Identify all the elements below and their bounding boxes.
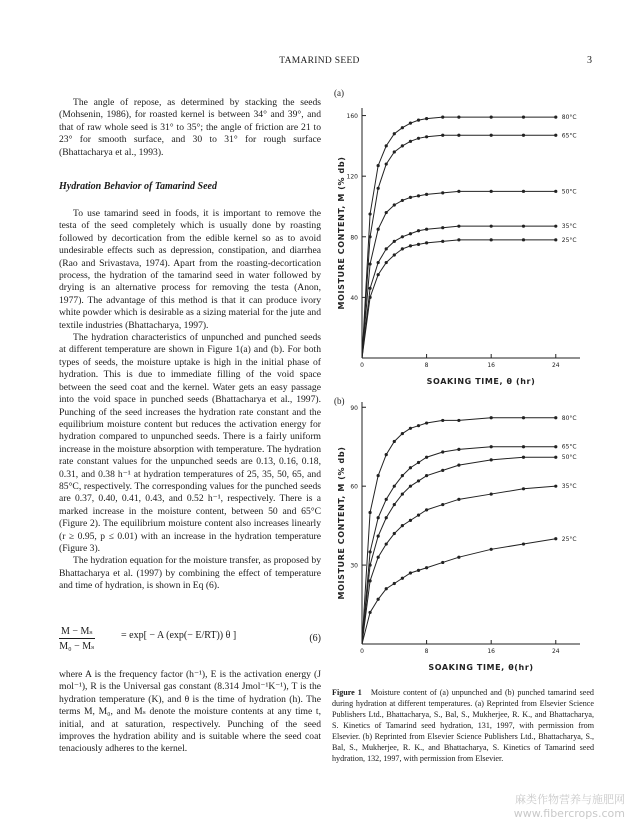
series-line xyxy=(362,226,556,358)
data-point xyxy=(393,582,396,585)
series-label: 35°C xyxy=(561,223,577,231)
data-point xyxy=(441,226,444,229)
y-axis-label: MOISTURE CONTENT, M (% db) xyxy=(337,156,346,310)
data-point xyxy=(554,115,557,118)
data-point xyxy=(401,432,404,435)
watermark-url: www.fibercrops.com xyxy=(513,807,625,820)
chart-panel-b xyxy=(332,396,612,686)
data-point xyxy=(409,466,412,469)
series-line xyxy=(362,240,556,358)
x-tick-label: 0 xyxy=(360,648,364,655)
section-heading: Hydration Behavior of Tamarind Seed xyxy=(59,181,217,192)
data-point xyxy=(409,232,412,235)
data-point xyxy=(441,134,444,137)
data-point xyxy=(490,190,493,193)
data-point xyxy=(522,190,525,193)
series-label: 50°C xyxy=(561,454,577,462)
x-tick-label: 16 xyxy=(487,648,496,655)
data-point xyxy=(393,203,396,206)
data-point xyxy=(457,134,460,137)
data-point xyxy=(457,190,460,193)
data-point xyxy=(377,535,380,538)
data-point xyxy=(385,144,388,147)
data-point xyxy=(401,492,404,495)
data-point xyxy=(417,229,420,232)
data-point xyxy=(393,440,396,443)
data-point xyxy=(522,238,525,241)
series-label: 65°C xyxy=(561,132,577,140)
data-point xyxy=(554,190,557,193)
data-point xyxy=(385,498,388,501)
data-point xyxy=(554,134,557,137)
running-header: TAMARIND SEED xyxy=(279,56,360,66)
data-point xyxy=(425,508,428,511)
data-point xyxy=(490,416,493,419)
data-point xyxy=(377,261,380,264)
data-point xyxy=(554,445,557,448)
data-point xyxy=(425,421,428,424)
data-point xyxy=(522,416,525,419)
data-point xyxy=(554,537,557,540)
series-line xyxy=(362,117,556,358)
data-point xyxy=(554,225,557,228)
watermark xyxy=(514,791,625,820)
equation-number: (6) xyxy=(309,633,321,644)
equation-fraction xyxy=(59,626,95,652)
data-point xyxy=(385,453,388,456)
data-point xyxy=(425,135,428,138)
data-point xyxy=(401,126,404,129)
caption-text: Moisture content of (a) unpunched and (b) punched tamarind seed during hydration at different temperatures. (a) Reprinted from Elsevier Science Publishers Ltd., Bhattacharya, S., Bal, S., Mukherjee, R. K., and Bhattacharya, S. Kinetics of Tamarind seed hydration, 131, 1997, with permission from Elsevier. (b) Reprinted from Elsevier Science Publishers Ltd., Bhattacharya, S., Bal, S., Mukherjee, R. K., and Bhattacharya, S. Kinetics of Tamarind seed hydration, 132, 1997, with permission from Elsevier. xyxy=(332,688,594,763)
data-point xyxy=(377,273,380,276)
data-point xyxy=(417,569,420,572)
data-point xyxy=(554,416,557,419)
data-point xyxy=(393,150,396,153)
data-point xyxy=(425,474,428,477)
data-point xyxy=(425,228,428,231)
data-point xyxy=(385,587,388,590)
series-line xyxy=(362,191,556,358)
series-label: 50°C xyxy=(561,188,577,196)
series-label: 35°C xyxy=(561,483,577,491)
y-tick-label: 30 xyxy=(350,562,358,570)
paragraph-3: The hydration equation for the moisture transfer, as proposed by Bhattacharya et al. (1997) by combining the effect of temperature and time of hydration, is shown in Eq (6). xyxy=(59,555,321,592)
data-point xyxy=(401,235,404,238)
data-point xyxy=(409,244,412,247)
data-point xyxy=(409,196,412,199)
chart-panel-a xyxy=(332,100,612,400)
data-point xyxy=(368,287,371,290)
data-point xyxy=(417,243,420,246)
data-point xyxy=(393,485,396,488)
data-point xyxy=(401,144,404,147)
data-point xyxy=(522,456,525,459)
data-point xyxy=(457,498,460,501)
data-point xyxy=(417,461,420,464)
paragraph-2: The hydration characteristics of unpunched and punched seeds at different temperature are shown in Figure 1(a) and (b). For both types of seeds, the moisture uptake is high in the initial phase of hydration. This is due to immediate filling of the void space between the seed coat and the kernel. Water gets an easy passage into the void space in punched seeds (Bhattacharya et al., 1997). Punching of the seed increases the hydration rate constant and the equilibrium moisture content but reduces the activation energy for hydration compared to unpunched seeds. There is a fairly uniform increase in the moisture absorption with temperature. The hydration rate constant values for the unpunched seeds are 0.13, 0.16, 0.18, 0.31, and 0.38 h⁻¹ at hydration temperatures of 25, 35, 50, 65, and 85°C, respectively. The corresponding values for the punched seeds are 0.37, 0.40, 0.41, 0.43, and 0.52 h⁻¹, respectively. There is a marked increase in the moisture content, between 50 and 65°C (Figure 2). The equilibrium moisture content also increases linearly (r ≥ 0.95, p ≤ 0.01) with an increase in the hydration temperature (Figure 3). xyxy=(59,332,321,554)
data-point xyxy=(385,542,388,545)
series-line xyxy=(362,457,556,644)
data-point xyxy=(490,445,493,448)
data-point xyxy=(417,194,420,197)
series-line xyxy=(362,539,556,644)
data-point xyxy=(425,566,428,569)
y-tick-label: 120 xyxy=(346,173,358,181)
series-label: 80°C xyxy=(561,414,577,422)
data-point xyxy=(385,211,388,214)
data-point xyxy=(377,474,380,477)
series-label: 80°C xyxy=(561,114,577,122)
data-point xyxy=(393,240,396,243)
panel-b-label: (b) xyxy=(334,396,345,406)
figure-caption xyxy=(332,687,594,764)
x-tick-label: 8 xyxy=(424,648,429,655)
closing-paragraph xyxy=(59,669,321,756)
data-point xyxy=(441,469,444,472)
caption-label: Figure 1 xyxy=(332,688,362,697)
equation-denominator: M₀ − Mₛ xyxy=(59,641,95,652)
data-point xyxy=(490,134,493,137)
data-point xyxy=(401,474,404,477)
data-point xyxy=(441,115,444,118)
intro-text: The angle of repose, as determined by stacking the seeds (Mohsenin, 1986), for roasted kernel is between 34° and 39°, and that of raw whole seed is 31° to 35°; the angle of friction are 21 to 23° for smooth surface, and 30 to 31° for rough surface (Bhattacharya et al., 1993). xyxy=(59,97,321,158)
watermark-cn: 麻类作物营养与施肥网 xyxy=(515,793,625,806)
equation-6 xyxy=(59,621,321,661)
x-tick-label: 16 xyxy=(487,362,496,369)
data-point xyxy=(554,485,557,488)
data-point xyxy=(393,253,396,256)
data-point xyxy=(393,503,396,506)
data-point xyxy=(409,140,412,143)
data-point xyxy=(401,247,404,250)
data-point xyxy=(377,228,380,231)
series-line xyxy=(362,418,556,644)
data-point xyxy=(401,199,404,202)
data-point xyxy=(457,238,460,241)
x-tick-label: 24 xyxy=(551,362,560,369)
data-point xyxy=(441,419,444,422)
data-point xyxy=(490,225,493,228)
data-point xyxy=(409,519,412,522)
data-point xyxy=(409,122,412,125)
data-point xyxy=(377,516,380,519)
y-tick-label: 40 xyxy=(350,294,358,302)
x-tick-label: 8 xyxy=(424,362,429,369)
data-point xyxy=(401,577,404,580)
data-point xyxy=(441,503,444,506)
data-point xyxy=(417,424,420,427)
data-point xyxy=(554,238,557,241)
series-line xyxy=(362,447,556,644)
intro-paragraph xyxy=(59,97,321,159)
data-point xyxy=(393,532,396,535)
data-point xyxy=(522,115,525,118)
paragraph-1: To use tamarind seed in foods, it is important to remove the testa of the seed completely which is usually done by roasting followed by decortication from the edible kernel so as to avoid undesirable effects such as depression, constipation, and diarrhea (Rao and Srivastava, 1974). Apart from the roasting-decortication process, the hydration of the tamarind seed in water followed by drying is an alternative process for removing the testa (Anon, 1977). The advantage of this method is that it can produce ivory white powder which is desirable as a sizing material for the jute and textile industries (Bhattacharya, 1997). xyxy=(59,208,321,331)
series-label: 25°C xyxy=(561,535,577,543)
series-line xyxy=(362,135,556,358)
x-axis-label: SOAKING TIME, θ (hr) xyxy=(426,377,536,386)
data-point xyxy=(368,296,371,299)
equation-rhs: = exp[ − A (exp(− E/RT)) θ ] xyxy=(121,630,237,641)
data-point xyxy=(377,164,380,167)
data-point xyxy=(522,445,525,448)
data-point xyxy=(368,511,371,514)
data-point xyxy=(425,117,428,120)
data-point xyxy=(385,162,388,165)
y-axis-label: MOISTURE CONTENT, M (% db) xyxy=(337,446,346,600)
series-label: 65°C xyxy=(561,443,577,451)
x-tick-label: 24 xyxy=(551,648,560,655)
data-point xyxy=(385,247,388,250)
data-point xyxy=(368,579,371,582)
data-point xyxy=(457,556,460,559)
data-point xyxy=(368,262,371,265)
data-point xyxy=(490,492,493,495)
data-point xyxy=(417,479,420,482)
data-point xyxy=(409,571,412,574)
y-tick-label: 80 xyxy=(350,234,358,242)
data-point xyxy=(522,134,525,137)
data-point xyxy=(554,456,557,459)
data-point xyxy=(417,119,420,122)
panel-a-label: (a) xyxy=(334,88,344,98)
data-point xyxy=(393,132,396,135)
data-point xyxy=(385,261,388,264)
data-point xyxy=(425,456,428,459)
data-point xyxy=(441,191,444,194)
data-point xyxy=(457,115,460,118)
data-point xyxy=(522,487,525,490)
data-point xyxy=(522,225,525,228)
data-point xyxy=(368,611,371,614)
data-point xyxy=(368,563,371,566)
data-point xyxy=(425,241,428,244)
data-point xyxy=(368,212,371,215)
x-tick-label: 0 xyxy=(360,362,364,369)
paragraph-4: where A is the frequency factor (h⁻¹), E is the activation energy (J mol⁻¹), R is the Universal gas constant (8.314 Jmol⁻¹K⁻¹), T is the hydration temperature (K), and θ is the time of hydration (h). The terms M, M₀, and Mₛ denote the moisture contents at any time t, initial, and at saturation, respectively. Punching of the seed improves the hydration ability and is suitable where the seed coat tenaciously adheres to the kernel. xyxy=(59,669,321,755)
data-point xyxy=(490,548,493,551)
data-point xyxy=(490,458,493,461)
data-point xyxy=(417,514,420,517)
data-point xyxy=(377,187,380,190)
body-paragraphs xyxy=(59,208,321,593)
data-point xyxy=(385,516,388,519)
y-tick-label: 160 xyxy=(346,113,358,121)
data-point xyxy=(409,485,412,488)
data-point xyxy=(441,561,444,564)
x-axis-label: SOAKING TIME, θ(hr) xyxy=(428,663,534,672)
data-point xyxy=(401,524,404,527)
data-point xyxy=(457,448,460,451)
data-point xyxy=(457,225,460,228)
equation-numerator: M − Mₛ xyxy=(61,626,93,637)
data-point xyxy=(522,542,525,545)
y-tick-label: 90 xyxy=(350,404,358,412)
data-point xyxy=(409,427,412,430)
data-point xyxy=(457,464,460,467)
data-point xyxy=(377,598,380,601)
data-point xyxy=(441,450,444,453)
data-point xyxy=(490,238,493,241)
page-number: 3 xyxy=(587,55,592,66)
y-tick-label: 60 xyxy=(350,483,358,491)
data-point xyxy=(417,137,420,140)
data-point xyxy=(368,550,371,553)
data-point xyxy=(441,240,444,243)
data-point xyxy=(377,556,380,559)
data-point xyxy=(425,193,428,196)
data-point xyxy=(368,235,371,238)
data-point xyxy=(490,115,493,118)
data-point xyxy=(457,419,460,422)
series-label: 25°C xyxy=(561,236,577,244)
